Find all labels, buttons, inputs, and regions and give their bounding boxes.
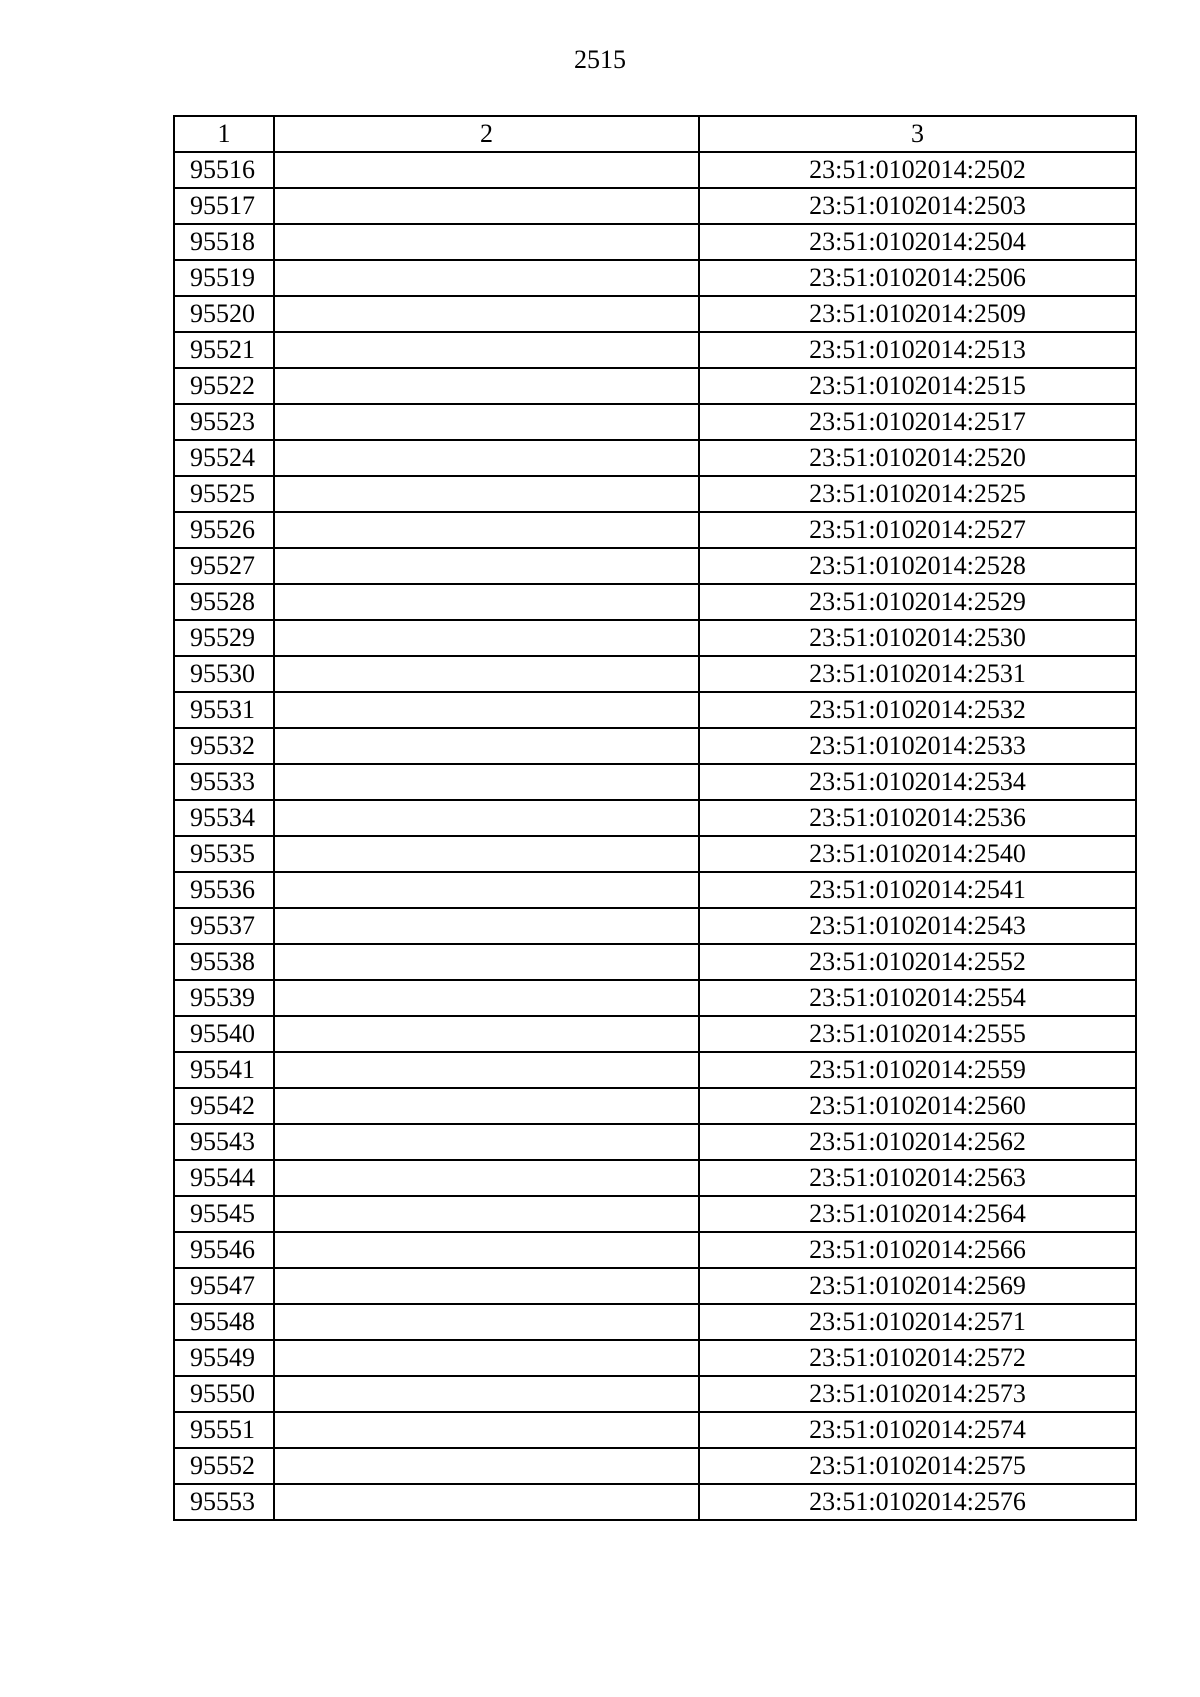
cadastral-number-cell: 23:51:0102014:2528 bbox=[699, 548, 1136, 584]
column-2-cell bbox=[274, 620, 699, 656]
cadastral-number-cell: 23:51:0102014:2540 bbox=[699, 836, 1136, 872]
cadastral-number-cell: 23:51:0102014:2504 bbox=[699, 224, 1136, 260]
column-2-cell bbox=[274, 584, 699, 620]
cadastral-number-cell: 23:51:0102014:2533 bbox=[699, 728, 1136, 764]
column-2-cell bbox=[274, 1340, 699, 1376]
row-number-cell: 95541 bbox=[174, 1052, 274, 1088]
row-number-cell: 95523 bbox=[174, 404, 274, 440]
row-number-cell: 95552 bbox=[174, 1448, 274, 1484]
table-row bbox=[174, 440, 1136, 476]
cadastral-number-cell: 23:51:0102014:2531 bbox=[699, 656, 1136, 692]
column-2-cell bbox=[274, 1268, 699, 1304]
table-row bbox=[174, 1340, 1136, 1376]
column-2-cell bbox=[274, 332, 699, 368]
table-row bbox=[174, 1448, 1136, 1484]
table-row bbox=[174, 1412, 1136, 1448]
row-number-cell: 95535 bbox=[174, 836, 274, 872]
column-2-cell bbox=[274, 1088, 699, 1124]
cadastral-number-cell: 23:51:0102014:2575 bbox=[699, 1448, 1136, 1484]
column-2-cell bbox=[274, 1448, 699, 1484]
cadastral-number-cell: 23:51:0102014:2503 bbox=[699, 188, 1136, 224]
table-row bbox=[174, 980, 1136, 1016]
row-number-cell: 95545 bbox=[174, 1196, 274, 1232]
row-number-cell: 95536 bbox=[174, 872, 274, 908]
row-number-cell: 95520 bbox=[174, 296, 274, 332]
cadastral-number-cell: 23:51:0102014:2560 bbox=[699, 1088, 1136, 1124]
row-number-cell: 95516 bbox=[174, 152, 274, 188]
row-number-cell: 95539 bbox=[174, 980, 274, 1016]
column-2-cell bbox=[274, 1412, 699, 1448]
row-number-cell: 95528 bbox=[174, 584, 274, 620]
table-row bbox=[174, 1484, 1136, 1520]
table-row bbox=[174, 1124, 1136, 1160]
column-2-cell bbox=[274, 692, 699, 728]
column-2-cell bbox=[274, 872, 699, 908]
row-number-cell: 95533 bbox=[174, 764, 274, 800]
row-number-cell: 95540 bbox=[174, 1016, 274, 1052]
cadastral-number-cell: 23:51:0102014:2571 bbox=[699, 1304, 1136, 1340]
table-row bbox=[174, 800, 1136, 836]
column-2-cell bbox=[274, 980, 699, 1016]
cadastral-number-cell: 23:51:0102014:2555 bbox=[699, 1016, 1136, 1052]
row-number-cell: 95551 bbox=[174, 1412, 274, 1448]
cadastral-number-cell: 23:51:0102014:2536 bbox=[699, 800, 1136, 836]
column-2-cell bbox=[274, 1160, 699, 1196]
row-number-cell: 95544 bbox=[174, 1160, 274, 1196]
table-row bbox=[174, 1016, 1136, 1052]
cadastral-number-cell: 23:51:0102014:2572 bbox=[699, 1340, 1136, 1376]
row-number-cell: 95534 bbox=[174, 800, 274, 836]
cadastral-number-cell: 23:51:0102014:2541 bbox=[699, 872, 1136, 908]
column-2-cell bbox=[274, 260, 699, 296]
table-row bbox=[174, 548, 1136, 584]
table-row bbox=[174, 1268, 1136, 1304]
cadastral-number-cell: 23:51:0102014:2509 bbox=[699, 296, 1136, 332]
table-row bbox=[174, 476, 1136, 512]
row-number-cell: 95550 bbox=[174, 1376, 274, 1412]
table-row bbox=[174, 260, 1136, 296]
column-2-cell bbox=[274, 908, 699, 944]
table-row bbox=[174, 1304, 1136, 1340]
table-row bbox=[174, 872, 1136, 908]
column-2-cell bbox=[274, 296, 699, 332]
cadastral-number-cell: 23:51:0102014:2527 bbox=[699, 512, 1136, 548]
cadastral-number-cell: 23:51:0102014:2562 bbox=[699, 1124, 1136, 1160]
cadastral-number-cell: 23:51:0102014:2506 bbox=[699, 260, 1136, 296]
cadastral-number-cell: 23:51:0102014:2559 bbox=[699, 1052, 1136, 1088]
column-2-cell bbox=[274, 656, 699, 692]
column-2-cell bbox=[274, 1196, 699, 1232]
row-number-cell: 95547 bbox=[174, 1268, 274, 1304]
table-row bbox=[174, 1160, 1136, 1196]
column-2-cell bbox=[274, 512, 699, 548]
row-number-cell: 95530 bbox=[174, 656, 274, 692]
row-number-cell: 95542 bbox=[174, 1088, 274, 1124]
column-2-cell bbox=[274, 548, 699, 584]
column-2-cell bbox=[274, 188, 699, 224]
cadastral-number-cell: 23:51:0102014:2515 bbox=[699, 368, 1136, 404]
column-2-cell bbox=[274, 1052, 699, 1088]
row-number-cell: 95531 bbox=[174, 692, 274, 728]
column-header-3: 3 bbox=[699, 116, 1136, 152]
cadastral-number-cell: 23:51:0102014:2576 bbox=[699, 1484, 1136, 1520]
row-number-cell: 95543 bbox=[174, 1124, 274, 1160]
cadastral-number-cell: 23:51:0102014:2529 bbox=[699, 584, 1136, 620]
row-number-cell: 95518 bbox=[174, 224, 274, 260]
register-table bbox=[173, 115, 1137, 1521]
table-row bbox=[174, 152, 1136, 188]
cadastral-number-cell: 23:51:0102014:2564 bbox=[699, 1196, 1136, 1232]
row-number-cell: 95517 bbox=[174, 188, 274, 224]
row-number-cell: 95521 bbox=[174, 332, 274, 368]
table-row bbox=[174, 728, 1136, 764]
column-2-cell bbox=[274, 404, 699, 440]
table-row bbox=[174, 188, 1136, 224]
table-row bbox=[174, 1088, 1136, 1124]
row-number-cell: 95549 bbox=[174, 1340, 274, 1376]
cadastral-number-cell: 23:51:0102014:2502 bbox=[699, 152, 1136, 188]
row-number-cell: 95524 bbox=[174, 440, 274, 476]
row-number-cell: 95548 bbox=[174, 1304, 274, 1340]
column-2-cell bbox=[274, 368, 699, 404]
table-row bbox=[174, 1196, 1136, 1232]
table-row bbox=[174, 620, 1136, 656]
cadastral-number-cell: 23:51:0102014:2513 bbox=[699, 332, 1136, 368]
row-number-cell: 95546 bbox=[174, 1232, 274, 1268]
cadastral-number-cell: 23:51:0102014:2520 bbox=[699, 440, 1136, 476]
table-row bbox=[174, 692, 1136, 728]
table-row bbox=[174, 836, 1136, 872]
column-2-cell bbox=[274, 836, 699, 872]
column-2-cell bbox=[274, 476, 699, 512]
table-row bbox=[174, 296, 1136, 332]
row-number-cell: 95537 bbox=[174, 908, 274, 944]
column-2-cell bbox=[274, 1232, 699, 1268]
cadastral-number-cell: 23:51:0102014:2563 bbox=[699, 1160, 1136, 1196]
row-number-cell: 95526 bbox=[174, 512, 274, 548]
column-2-cell bbox=[274, 728, 699, 764]
cadastral-number-cell: 23:51:0102014:2530 bbox=[699, 620, 1136, 656]
column-2-cell bbox=[274, 764, 699, 800]
table-row bbox=[174, 332, 1136, 368]
cadastral-number-cell: 23:51:0102014:2573 bbox=[699, 1376, 1136, 1412]
table-row bbox=[174, 584, 1136, 620]
column-2-cell bbox=[274, 152, 699, 188]
table-body bbox=[174, 152, 1136, 1520]
cadastral-number-cell: 23:51:0102014:2543 bbox=[699, 908, 1136, 944]
column-2-cell bbox=[274, 800, 699, 836]
row-number-cell: 95538 bbox=[174, 944, 274, 980]
column-header-1: 1 bbox=[174, 116, 274, 152]
row-number-cell: 95519 bbox=[174, 260, 274, 296]
table-row bbox=[174, 224, 1136, 260]
column-2-cell bbox=[274, 1016, 699, 1052]
table-row bbox=[174, 1232, 1136, 1268]
cadastral-number-cell: 23:51:0102014:2532 bbox=[699, 692, 1136, 728]
column-header-2: 2 bbox=[274, 116, 699, 152]
row-number-cell: 95527 bbox=[174, 548, 274, 584]
column-2-cell bbox=[274, 1484, 699, 1520]
row-number-cell: 95522 bbox=[174, 368, 274, 404]
row-number-cell: 95553 bbox=[174, 1484, 274, 1520]
table-row bbox=[174, 908, 1136, 944]
table-row bbox=[174, 368, 1136, 404]
cadastral-number-cell: 23:51:0102014:2525 bbox=[699, 476, 1136, 512]
column-2-cell bbox=[274, 944, 699, 980]
table-row bbox=[174, 1376, 1136, 1412]
column-2-cell bbox=[274, 1124, 699, 1160]
page-number: 2515 bbox=[574, 45, 626, 74]
column-2-cell bbox=[274, 1304, 699, 1340]
table-row bbox=[174, 512, 1136, 548]
cadastral-number-cell: 23:51:0102014:2534 bbox=[699, 764, 1136, 800]
table-row bbox=[174, 764, 1136, 800]
cadastral-number-cell: 23:51:0102014:2552 bbox=[699, 944, 1136, 980]
cadastral-number-cell: 23:51:0102014:2517 bbox=[699, 404, 1136, 440]
column-2-cell bbox=[274, 1376, 699, 1412]
row-number-cell: 95532 bbox=[174, 728, 274, 764]
table-row bbox=[174, 944, 1136, 980]
row-number-cell: 95529 bbox=[174, 620, 274, 656]
table-row bbox=[174, 404, 1136, 440]
cadastral-number-cell: 23:51:0102014:2554 bbox=[699, 980, 1136, 1016]
column-2-cell bbox=[274, 224, 699, 260]
table-header-row bbox=[174, 116, 1136, 152]
cadastral-number-cell: 23:51:0102014:2569 bbox=[699, 1268, 1136, 1304]
table-row bbox=[174, 1052, 1136, 1088]
row-number-cell: 95525 bbox=[174, 476, 274, 512]
table-row bbox=[174, 656, 1136, 692]
cadastral-number-cell: 23:51:0102014:2566 bbox=[699, 1232, 1136, 1268]
column-2-cell bbox=[274, 440, 699, 476]
cadastral-number-cell: 23:51:0102014:2574 bbox=[699, 1412, 1136, 1448]
